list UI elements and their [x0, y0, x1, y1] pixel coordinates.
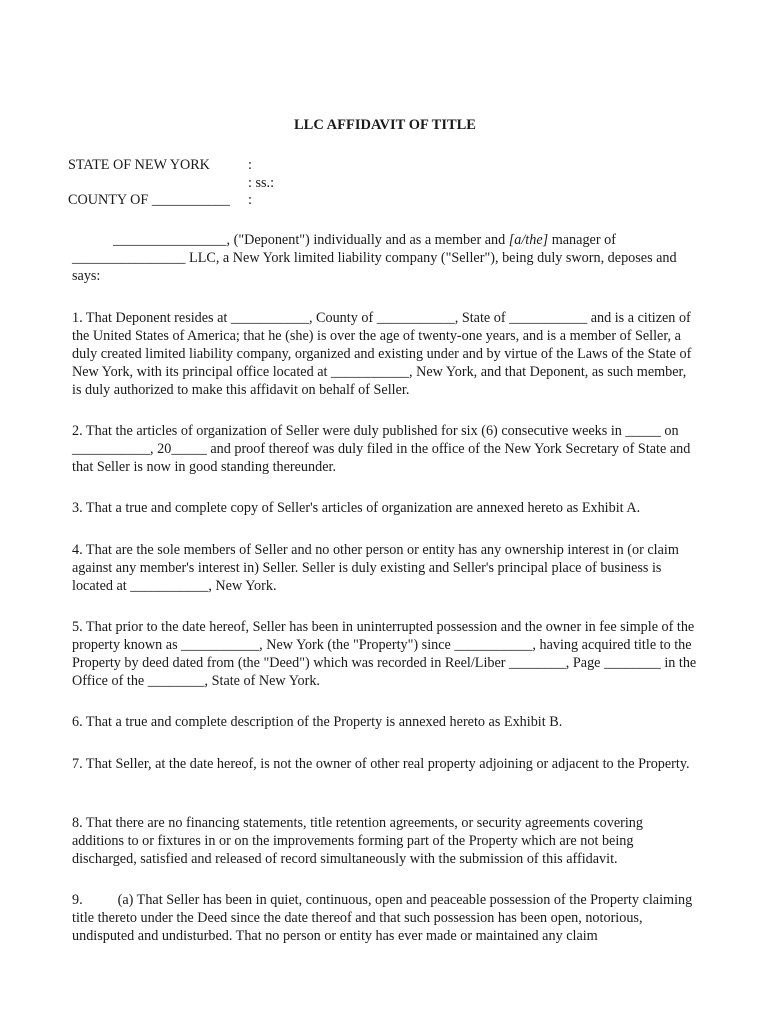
venue-caption [68, 157, 388, 210]
paragraph-9-text: (a) That Seller has been in quiet, continuous, open and peaceable possession of the Property claiming title thereto under the Deed since the date thereof and that such possession has been open, notorious, undisputed and undisturbed. That no person or entity has ever made or maintained any claim [72, 892, 693, 944]
document-title: LLC AFFIDAVIT OF TITLE [294, 117, 476, 133]
county-label: COUNTY OF ___________ [68, 192, 230, 208]
paragraph-9-number: 9. [72, 892, 83, 908]
intro-paragraph [72, 231, 698, 285]
paragraph-9 [72, 891, 698, 945]
paragraph-1: 1. That Deponent resides at ___________, County of ___________, State of ___________ and is a citizen of the United States of America; that he (she) is over the age of twenty-one years, and is a member of Seller, a duly created limited liability company, organized and existing under and by virtue of the Laws of the State of New York, with its principal office located at ___________, New York, and that Deponent, as such member, is duly authorized to make this affidavit on behalf of Seller. [72, 310, 692, 398]
paragraph-4: 4. That are the sole members of Seller and no other person or entity has any ownership interest in (or claim against any member's interest in) Seller. Seller is duly existing and Seller's principal place of business is located at ___________, New York. [72, 542, 679, 594]
ss-mark: : ss.: [248, 174, 275, 191]
county-colon: : [248, 192, 252, 208]
paragraph-6: 6. That a true and complete description of the Property is annexed hereto as Exhibit B. [72, 714, 563, 730]
paragraph-8: 8. That there are no financing statements, title retention agreements, or security agreements covering additions to or fixtures in or on the improvements forming part of the Property which are not being discharged, satisfied and released of record simultaneously with the submission of this affidavit. [72, 815, 643, 867]
intro-text-part1: ________________, ("Deponent") individually and as a member and [113, 232, 509, 248]
caption-row-ss [68, 175, 388, 193]
paragraph-7: 7. That Seller, at the date hereof, is not the owner of other real property adjoining or adjacent to the Property. [72, 756, 690, 772]
paragraph-2: 2. That the articles of organization of Seller were duly published for six (6) consecutive weeks in _____ on ___________, 20_____ and proof thereof was duly filed in the office of the New York Secretary of State and that Seller is now in good standing thereunder. [72, 423, 691, 475]
intro-italic-option: [a/the] [508, 232, 549, 248]
paragraph-3: 3. That a true and complete copy of Seller's articles of organization are annexed hereto as Exhibit A. [72, 500, 641, 516]
paragraph-5: 5. That prior to the date hereof, Seller has been in uninterrupted possession and the owner in fee simple of the property known as ___________, New York (the "Property") since ___________, having acquired title to the Property by deed dated from (the "Deed") which was recorded in Reel/Liber ________, Page ________ in the Office of the ________, State of New York. [72, 619, 697, 689]
intro-text-part2: manager of ________________ LLC, a New York limited liability company ("Seller"), being duly sworn, deposes and says: [72, 232, 677, 284]
state-colon: : [248, 157, 252, 173]
state-label: STATE OF NEW YORK [68, 157, 210, 173]
caption-row-state [68, 157, 388, 175]
caption-row-county [68, 192, 388, 210]
